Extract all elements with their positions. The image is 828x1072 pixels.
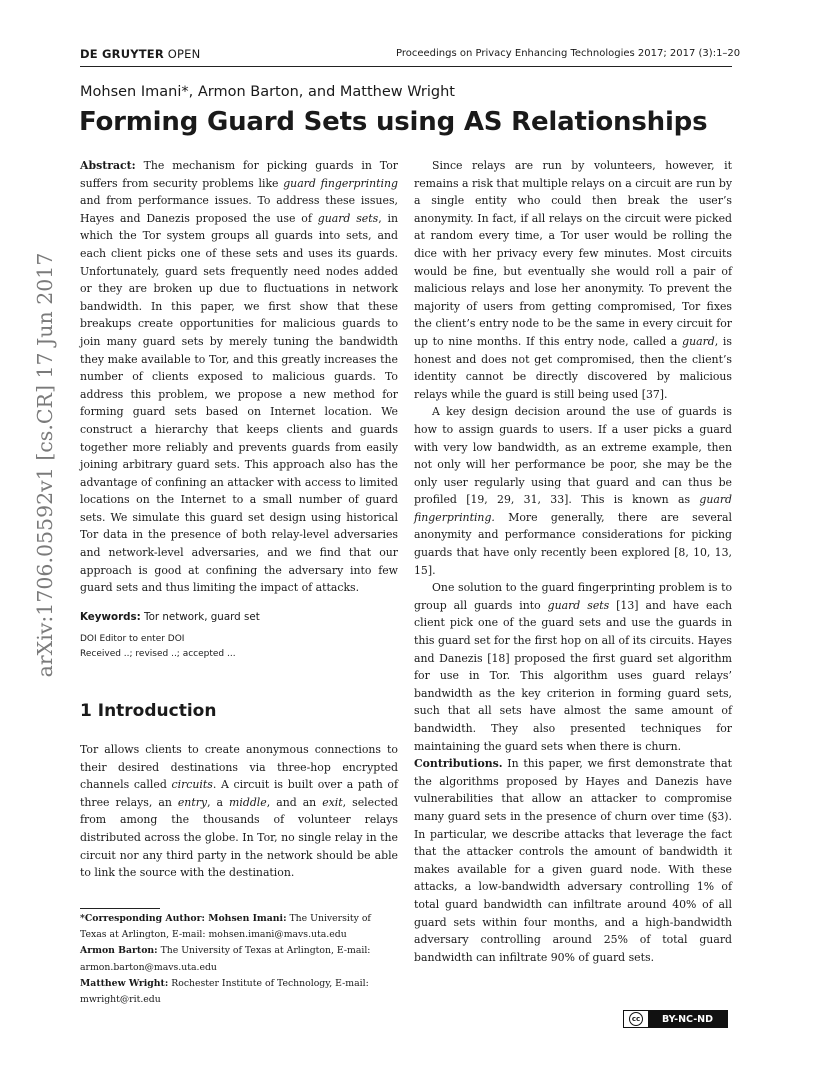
body-text: More generally, there are several anonymity and performance considerations for picking guards that have only recently been explored [8, 10, 13, 15]. [414,510,732,577]
body-emphasis: guard sets [547,598,610,612]
footnote [80,943,398,975]
contributions-label: Contributions. [414,757,503,771]
abstract-label: Abstract: [80,159,136,172]
creative-commons-icon [624,1011,648,1027]
doi-line: DOI Editor to enter DOI [80,634,185,645]
footnote-affiliation: The University of Texas at Arlington, E-mail: mohsen.imani@mavs.uta.edu [80,913,371,941]
arxiv-identifier: arXiv:1706.05592v1 [cs.CR] 17 Jun 2017 [33,252,57,678]
body-emphasis: guard [682,334,715,348]
license-label: BY-NC-ND [648,1011,727,1027]
abstract-emphasis: guard fingerprinting [283,176,398,190]
publisher-name [80,47,200,61]
contributions-paragraph [414,755,732,966]
body-text: Since relays are run by volunteers, however, it remains a risk that multiple relays on a circuit are run by a single entity who could then break the user’s anonymity. In fact, if all relays on the circuit were picked at random every time, a Tor user would be rolling the dice with her privacy every few minutes. Most circuits would be fine, but eventually she would roll a pair of malicious relays and lose her anonymity. To prevent the majority of users from getting compromised, Tor fixes the client’s entry node to be the same in every circuit for up to nine months. If this entry node, called a [414,159,732,348]
body-text: In this paper, we first demonstrate that the algorithms proposed by Hayes and Danezis have vulnerabilities that allow an attacker to compromise many guard sets in the presence of churn over time (§3). In particular, we describe attacks that leverage the fact that the attacker controls the amount of bandwidth it makes available for a given guard node. With these attacks, a low-bandwidth adversary controlling 1% of total guard bandwidth can infiltrate around 40% of all guard sets within four months, and a high-bandwidth adversary controlling around 25% of total guard bandwidth can infiltrate 90% of guard sets. [414,757,732,964]
right-column [414,157,732,966]
intro-emphasis: entry [177,795,208,809]
paper-title: Forming Guard Sets using AS Relationships [79,107,708,137]
body-text: One solution to the guard fingerprinting problem is to group all guards into [414,581,732,612]
keywords-label: Keywords: [80,610,141,623]
section-heading-introduction: 1 Introduction [80,701,217,721]
footnote-author: Matthew Wright: [80,977,169,989]
header-rule [80,66,732,67]
intro-text: , and an [266,795,323,809]
body-paragraph [414,579,732,755]
author-list: Mohsen Imani*, Armon Barton, and Matthew Wright [80,84,455,100]
body-paragraph [414,157,732,403]
footnote-rule [80,908,160,909]
abstract-emphasis: guard sets [317,211,379,225]
introduction-paragraph [80,741,398,882]
intro-text: , a [207,795,230,809]
body-text: [13] and have each client pick one of the guard sets and use the guards in this guard set for the first hop on all of its circuits. Hayes and Danezis [18] proposed the first guard set algorithm for use in Tor. This algorithm uses guard relays’ bandwidth as the key criterion in forming guard sets, such that all sets have almost the same amount of bandwidth. They also presented techniques for maintaining the guard sets when there is churn. [414,598,732,753]
cc-license-badge[interactable] [623,1010,728,1028]
intro-text: , selected from among the thousands of volunteer relays distributed across the globe. In Tor, no single relay in the circuit nor any third party in the network should be able to link the source with the destination. [80,795,398,880]
publisher-bold: DE GRUYTER [80,47,164,61]
publisher-light: OPEN [163,47,201,61]
footnote-author: *Corresponding Author: Mohsen Imani: [80,913,287,924]
abstract [80,157,398,597]
body-paragraph [414,403,732,579]
keywords [80,609,398,627]
body-text: , is honest and does not get compromised, then the client’s identity cannot be directly discovered by malicious relays while the guard is still being used [37]. [414,334,732,401]
footnote [80,976,398,1008]
footnote-author: Armon Barton: [80,945,158,957]
received-line: Received ..; revised ..; accepted ... [80,649,236,660]
intro-emphasis: middle [229,795,267,809]
doi-block [80,632,398,662]
body-text: A key design decision around the use of guards is how to assign guards to users. If a user picks a guard with very low bandwidth, as an extreme example, then not only will her performance be poor, she may be the only user regularly using that guard and can thus be profiled [19, 29, 31, 33]. This is known as [414,405,732,507]
abstract-text: , in which the Tor system groups all guards into sets, and each client picks one of these sets and uses its guards. Unfortunately, guard sets frequently need nodes added or they are broken up due to fluctuations in network bandwidth. In this paper, we first show that these breakups create opportunities for malicious guards to join many guard sets by merely tuning the bandwidth they make available to Tor, and this greatly increases the number of clients exposed to malicious guards. To address this problem, we propose a new method for forming guard sets based on Internet location. We construct a hierarchy that keeps clients and guards together more reliably and prevents guards from easily joining arbitrary guard sets. This approach also has the advantage of confining an attacker with access to limited locations on the Internet to a small number of guard sets. We simulate this guard set design using historical Tor data in the presence of both relay-level adversaries and network-level adversaries, and we find that our approach is good at confining the adversary into few guard sets and thus limiting the impact of attacks. [80,211,399,595]
journal-citation: Proceedings on Privacy Enhancing Technologies 2017; 2017 (3):1–20 [396,48,741,59]
footnote-affiliation: Rochester Institute of Technology, E-mail: mwright@rit.edu [80,977,369,1006]
keywords-value: Tor network, guard set [140,610,260,623]
intro-emphasis: exit [322,795,343,809]
footnote-affiliation: The University of Texas at Arlington, E-mail: armon.barton@mavs.uta.edu [80,945,371,973]
footnote [80,911,398,943]
intro-text: . A circuit is built over a path of three relays, an [80,778,398,809]
author-footnotes [80,911,398,1008]
abstract-text: The mechanism for picking guards in Tor suffers from security problems like [80,159,398,190]
cc-glyph: cc [629,1012,643,1026]
body-emphasis: guard fingerprinting. [414,493,732,524]
left-column [80,157,398,662]
abstract-text: and from performance issues. To address these issues, Hayes and Danezis proposed the use of [80,194,398,225]
intro-text: Tor allows clients to create anonymous connections to their desired destinations via three-hop encrypted channels called [80,743,398,792]
intro-emphasis: circuits [171,778,213,792]
